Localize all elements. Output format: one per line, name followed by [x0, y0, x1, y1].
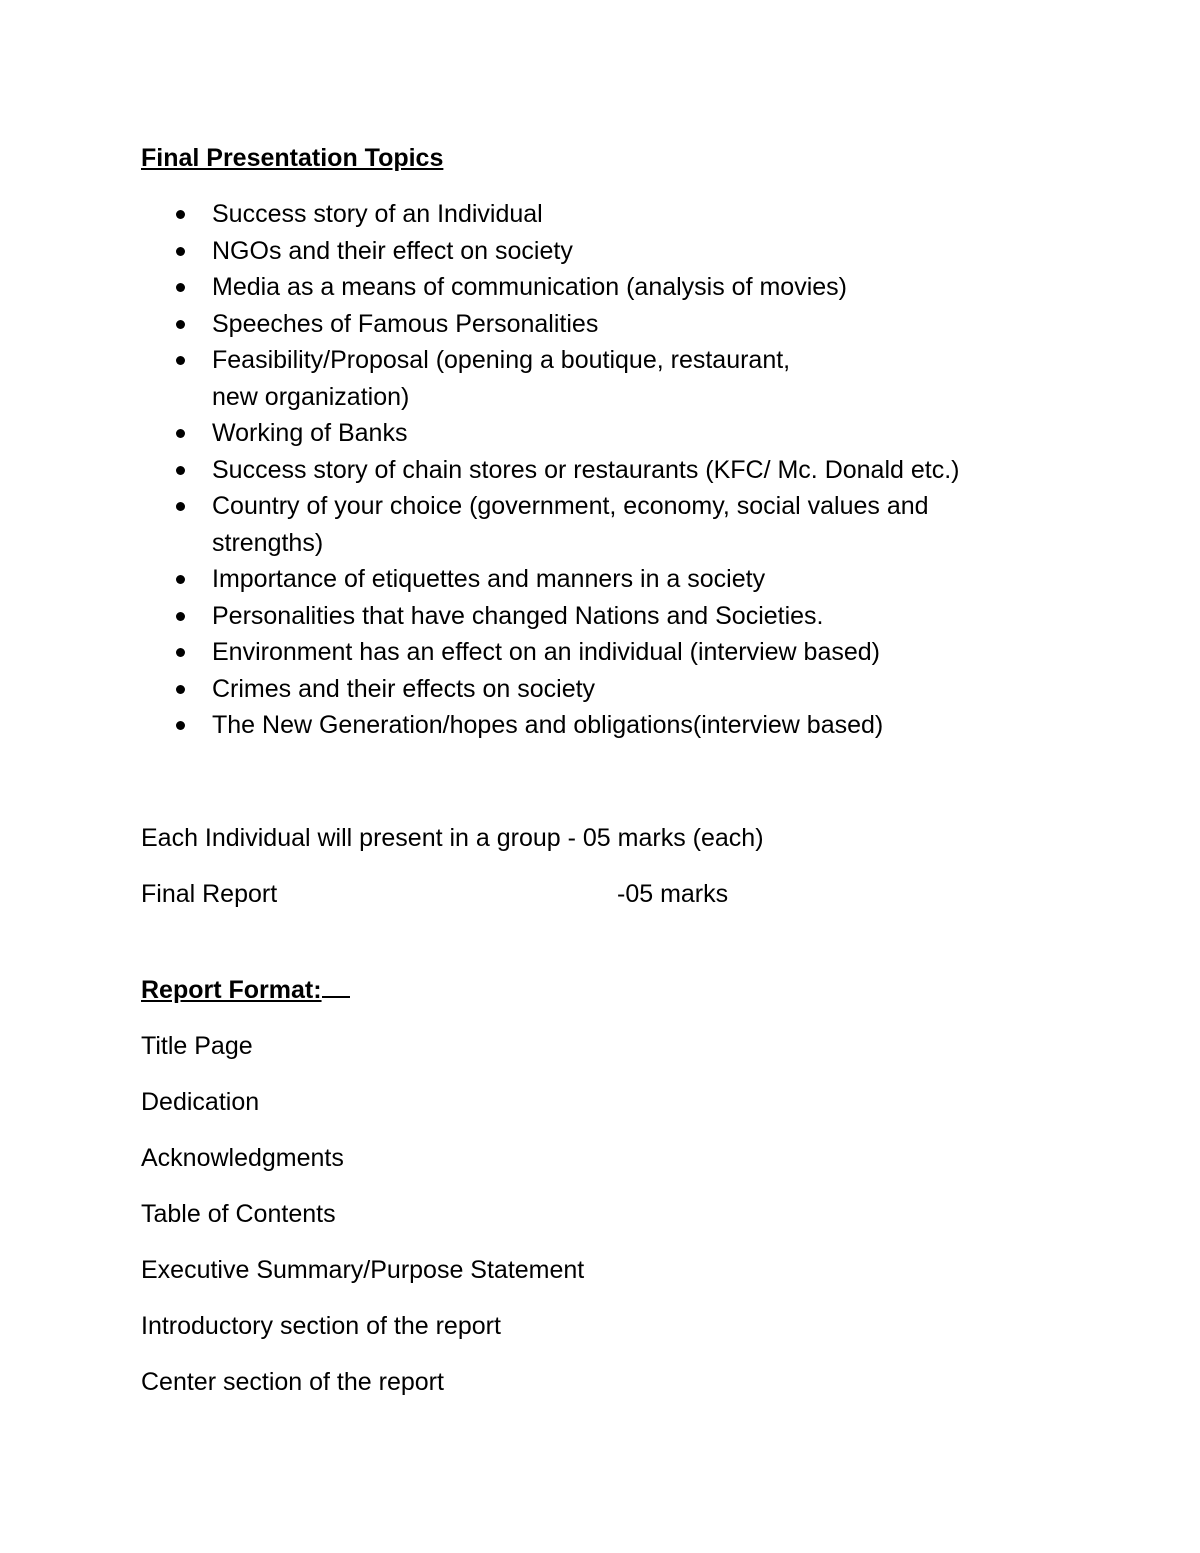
marks-row-presentation: Each Individual will present in a group - 05 marks (each): [141, 823, 764, 852]
list-item: Crimes and their effects on society: [141, 671, 1061, 708]
marks-value: -05 marks: [617, 879, 729, 908]
list-item: Importance of etiquettes and manners in a society: [141, 561, 1061, 598]
report-item: Dedication: [141, 1087, 260, 1116]
report-item: Acknowledgments: [141, 1143, 344, 1172]
list-item: Environment has an effect on an individual (interview based): [141, 634, 1061, 671]
marks-row-report: Final Report -05 marks: [141, 876, 1061, 912]
list-item: NGOs and their effect on society: [141, 233, 1061, 270]
report-item: Table of Contents: [141, 1199, 336, 1228]
bullet-icon: [176, 356, 185, 365]
document-content: [141, 140, 1061, 1420]
list-item: Personalities that have changed Nations and Societies.: [141, 598, 1061, 635]
list-item: The New Generation/hopes and obligations(interview based): [141, 707, 1061, 744]
report-item: Introductory section of the report: [141, 1311, 501, 1340]
bullet-icon: [176, 612, 185, 621]
list-item: Country of your choice (government, economy, social values and strengths): [141, 488, 1061, 561]
report-format-list: [141, 1028, 1061, 1400]
bullet-icon: [176, 466, 185, 475]
report-section: [141, 972, 1061, 1400]
bullet-icon: [176, 685, 185, 694]
bullet-icon: [176, 721, 185, 730]
report-item: Executive Summary/Purpose Statement: [141, 1255, 585, 1284]
report-heading: Report Format:: [141, 972, 1061, 1008]
topics-heading: Final Presentation Topics: [141, 144, 444, 172]
list-item: Success story of chain stores or restaurants (KFC/ Mc. Donald etc.): [141, 452, 1061, 489]
bullet-icon: [176, 247, 185, 256]
bullet-icon: [176, 429, 185, 438]
list-item: Feasibility/Proposal (opening a boutique, restaurant, new organization): [141, 342, 1061, 415]
report-item: Center section of the report: [141, 1367, 444, 1396]
list-item: Success story of an Individual: [141, 196, 1061, 233]
bullet-icon: [176, 575, 185, 584]
list-item: Working of Banks: [141, 415, 1061, 452]
bullet-icon: [176, 502, 185, 511]
report-item: Title Page: [141, 1031, 253, 1060]
heading-underline: [322, 974, 350, 998]
marks-section: [141, 820, 1061, 912]
bullet-icon: [176, 320, 185, 329]
list-item: Media as a means of communication (analysis of movies): [141, 269, 1061, 306]
list-item: Speeches of Famous Personalities: [141, 306, 1061, 343]
bullet-icon: [176, 283, 185, 292]
topics-list: [141, 196, 1061, 744]
bullet-icon: [176, 210, 185, 219]
bullet-icon: [176, 648, 185, 657]
